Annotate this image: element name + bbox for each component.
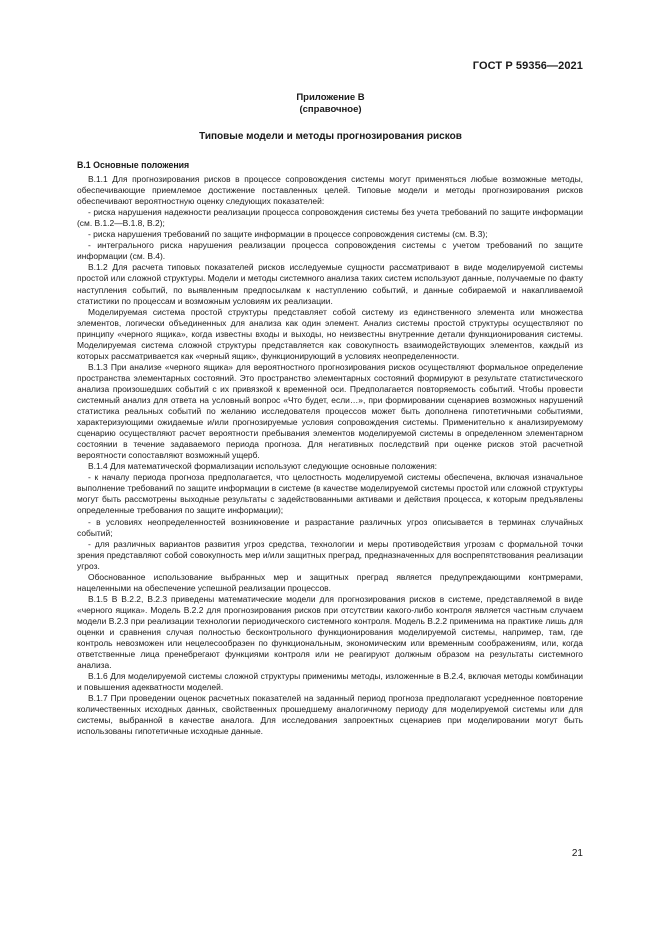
paragraph: - риска нарушения требований по защите информации в процессе сопровождения системы (см. В.3); (88, 229, 488, 240)
paragraph: - в условиях неопределенностей возникновение и разрастание различных угроз описывается в терминах случайных событий; (77, 516, 583, 538)
annex-heading (0, 92, 661, 116)
paragraph: - интегрального риска нарушения реализации процесса сопровождения системы с учетом требований по защите информации (см. В.4). (77, 240, 583, 262)
paragraph: - к началу периода прогноза предполагается, что целостность моделируемой системы обеспечена, включая изначальное выполнение требований по защите информации в системе (в качестве моделируемой системы простой или сложной структуры могут быть рассмотрены выходные результаты с задействованными активами и действия процесса, к которым предъявлены определенные требования по защите информации); (77, 472, 583, 516)
paragraph: В.1.4 Для математической формализации используют следующие основные положения: (88, 461, 438, 472)
paragraph: В.1.2 Для расчета типовых показателей рисков исследуемые сущности рассматривают в виде моделируемой системы простой или сложной структуры. Модели и методы системного анализа таких систем используют данные, получаемые по факту наступления событий, по выявленным предпосылкам к наступлению событий, и данные собираемой и накапливаемой статистики по процессам и возможным условиям их реализации. (77, 262, 583, 306)
annex-title: Приложение В (296, 92, 365, 103)
paragraph: В.1.5 В В.2.2, В.2.3 приведены математические модели для прогнозирования рисков в системе, представляемой в виде «черного ящика». Модель В.2.2 для прогнозирования рисков при отсутствии какого-либо контроля является частным случаем модели В.2.3 при реализации технологии периодического системного контроля. Модель В.2.2 применима на практике лишь для оценки и сравнения случая полностью бесконтрольного функционирования моделируемой системы, например, там, где контроль невозможен или нецелесообразен по функциональным, экономическим или временным соображениям, или, когда ответственные лица пренебрегают функциями контроля или не реагируют должным образом на результаты системного анализа. (77, 593, 583, 671)
paragraph: - риска нарушения надежности реализации процесса сопровождения системы без учета требований по защите информации (см. В.1.2—В.1.8, В.2); (77, 207, 583, 229)
paragraph: Моделируемая система простой структуры представляет собой систему из единственного элемента или множества элементов, логически объединенных для анализа как один элемент. Анализ системы простой структуры осуществляют по принципу «черного ящика», когда известны входы и выходы, но неизвестны внутренние детали функционирования системы. Моделируемая система сложной структуры представляется как совокупность взаимодействующих элементов, каждый из которых рассматривается как «черный ящик», функционирующий в условиях неопределенности. (77, 306, 583, 361)
paragraph: В.1.7 При проведении оценок расчетных показателей на заданный период прогноза предполагают усредненное повторение количественных исходных данных, свойственных прошедшему аналогичному периоду для моделируемой системы или для системы, выбранной в качестве аналога. Для исследования запроектных сценариев при моделировании могут быть использованы гипотетичные исходные данные. (77, 693, 583, 737)
paragraph: В.1.3 При анализе «черного ящика» для вероятностного прогнозирования рисков осуществляют формальное определение пространства элементарных состояний. Это пространство элементарных состояний формируют в результате статистического анализа произошедших событий с их привязкой к временной оси. Предполагается повторяемость событий. Чтобы провести системный анализ для ответа на условный вопрос «Что будет, если…», при формировании сценариев возможных нарушений статистика реальных событий по желанию исследователя процессов может быть дополнена гипотетичными событиями, характеризующими ожидаемые и/или прогнозируемые условия сопровождения системы. Применительно к анализируемому сценарию осуществляют расчет вероятности пребывания элементов моделируемой системы в определенном элементарном состоянии в течение задаваемого периода прогноза. Для негативных последствий при оценке рисков этой расчетной вероятности сопоставляют возможный ущерб. (77, 361, 583, 461)
page-number: 21 (571, 848, 583, 859)
document-number: ГОСТ Р 59356—2021 (472, 60, 583, 72)
paragraph: - для различных вариантов развития угроз средства, технологии и меры противодействия угрозам с формальной точки зрения представляют собой совокупность мер и/или защитных преград, предназначенных для воспрепятствования реализации угроз. (77, 538, 583, 571)
paragraph: В.1.6 Для моделируемой системы сложной структуры применимы методы, изложенные в В.2.4, включая методы комбинации и повышения адекватности моделей. (77, 671, 583, 693)
body-text (77, 160, 583, 737)
paragraph: Обоснованное использование выбранных мер и защитных преград является предупреждающими контрмерами, нацеленными на обеспечение успешной реализации процессов. (77, 571, 583, 593)
paragraph: В.1.1 Для прогнозирования рисков в процессе сопровождения системы могут применяться любые возможные методы, обеспечивающие приемлемое достижение поставленных целей. Типовые модели и методы прогнозирования рисков обеспечивают вероятностную оценку следующих показателей: (77, 174, 583, 207)
section-title: Типовые модели и методы прогнозирования рисков (199, 131, 462, 142)
paragraph-list (77, 174, 583, 737)
annex-subtitle: (справочное) (299, 104, 362, 115)
subsection-title: В.1 Основные положения (77, 160, 190, 170)
